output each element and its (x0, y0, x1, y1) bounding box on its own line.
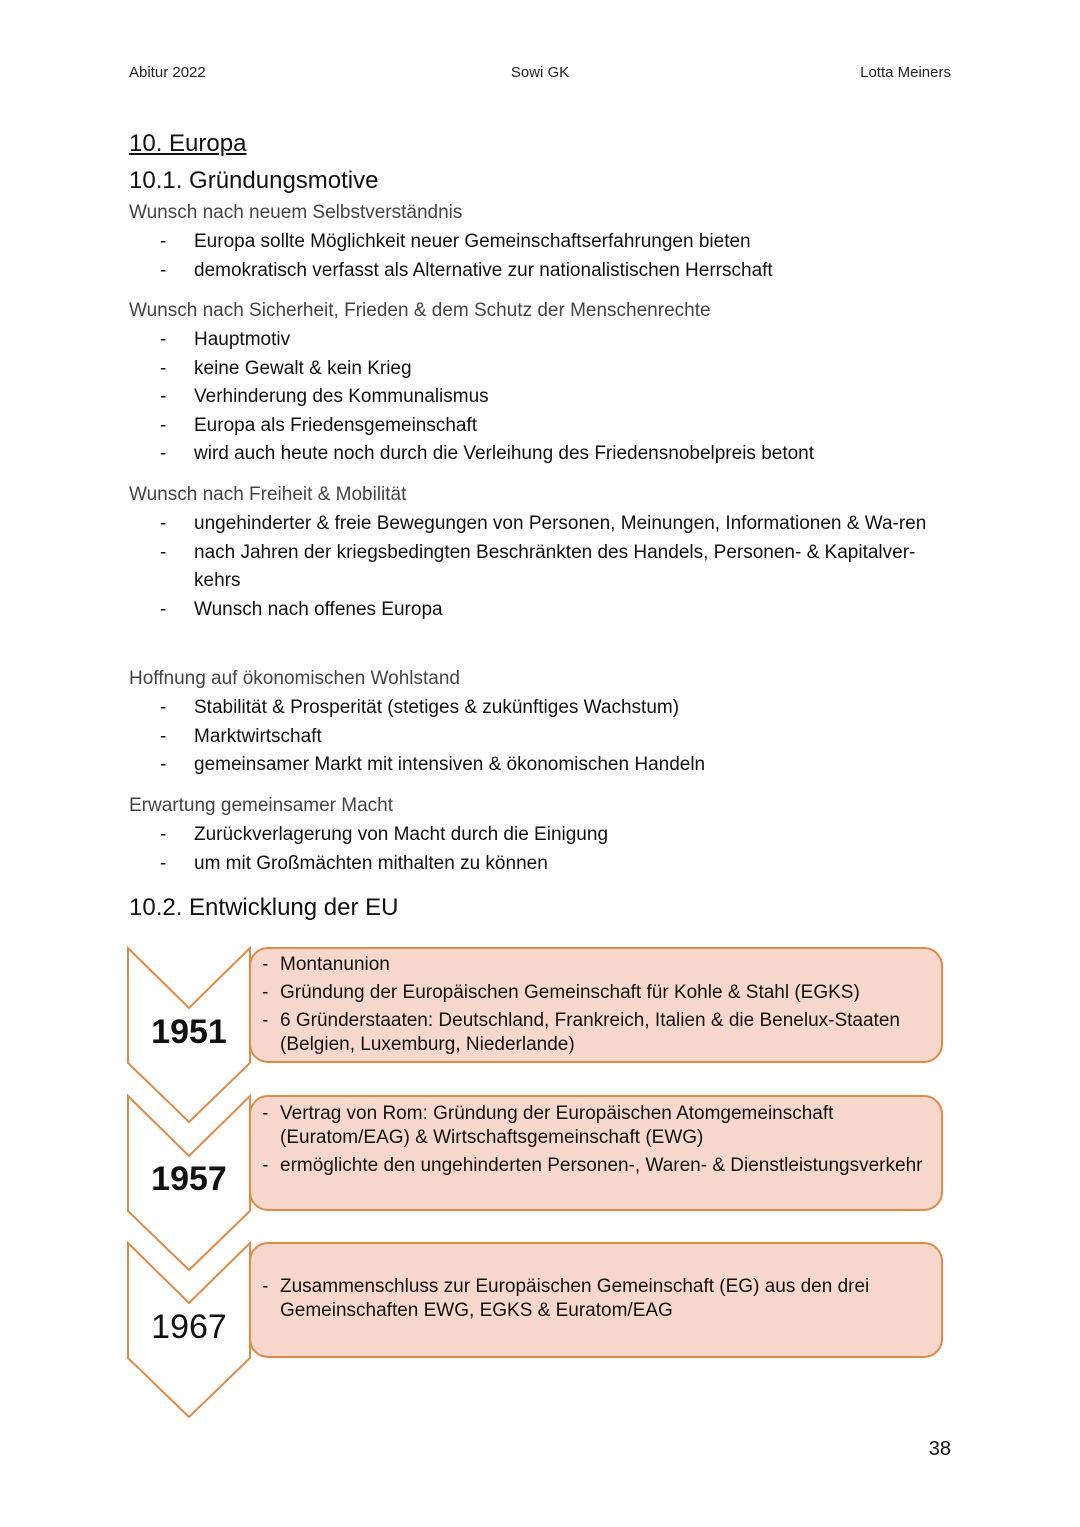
list-item: - Montanunion (262, 953, 937, 977)
timeline-year: 1951 (151, 1013, 227, 1051)
list-item: - Europa als Friedensgemeinschaft (129, 412, 949, 441)
motive-title: Wunsch nach neuem Selbstverständnis (129, 202, 463, 223)
page-number: 38 (928, 1438, 951, 1460)
list-item: - Hauptmotiv (129, 326, 949, 355)
section-title: 10. Europa (129, 130, 247, 157)
list-item: - Europa sollte Möglichkeit neuer Gemeinschaftserfahrungen bieten (129, 228, 949, 257)
list-item: - Wunsch nach offenes Europa (129, 596, 949, 625)
list-item: - Zurückverlagerung von Macht durch die Einigung (129, 821, 949, 850)
list-item: - Verhinderung des Kommunalismus (129, 383, 949, 412)
timeline-year: 1967 (151, 1308, 227, 1346)
header-right: Lotta Meiners (860, 64, 951, 81)
header-left: Abitur 2022 (129, 64, 206, 81)
list-item-text: nach Jahren der kriegsbedingten Beschränkten des Handels, Personen- & Kapitalver-kehrs (194, 541, 916, 592)
timeline-text (262, 1275, 937, 1327)
motive-title: Hoffnung auf ökonomischen Wohlstand (129, 668, 460, 689)
motive-title: Erwartung gemeinsamer Macht (129, 795, 393, 816)
list-item: - Zusammenschluss zur Europäischen Gemeinschaft (EG) aus den drei Gemeinschaften EWG, EGKS & Euratom/EAG (262, 1275, 937, 1323)
timeline-year: 1957 (151, 1160, 227, 1198)
motive-title: Wunsch nach Sicherheit, Frieden & dem Schutz der Menschenrechte (129, 300, 711, 321)
list-item: - keine Gewalt & kein Krieg (129, 355, 949, 384)
list-item-text: ungehinderter & freie Bewegungen von Personen, Meinungen, Informationen & Wa-ren (194, 513, 927, 534)
list-item: - wird auch heute noch durch die Verleihung des Friedensnobelpreis betont (129, 440, 949, 469)
subsection-title-motives: 10.1. Gründungsmotive (129, 167, 379, 194)
list-item: - Stabilität & Prosperität (stetiges & zukünftiges Wachstum) (129, 694, 949, 723)
list-item: - 6 Gründerstaaten: Deutschland, Frankreich, Italien & die Benelux-Staaten (Belgien, Luxemburg, Niederlande) (262, 1009, 937, 1057)
list-item: - um mit Großmächten mithalten zu können (129, 850, 949, 879)
list-item: - Marktwirtschaft (129, 723, 949, 752)
timeline-text (262, 953, 937, 1061)
list-item: - ermöglichte den ungehinderten Personen-, Waren- & Dienstleistungsverkehr (262, 1154, 937, 1178)
list-item: - Gründung der Europäischen Gemeinschaft für Kohle & Stahl (EGKS) (262, 981, 937, 1005)
timeline-text (262, 1102, 937, 1182)
subsection-title-development: 10.2. Entwicklung der EU (129, 894, 399, 921)
motive-title: Wunsch nach Freiheit & Mobilität (129, 484, 407, 505)
list-item: - Vertrag von Rom: Gründung der Europäischen Atomgemeinschaft (Euratom/EAG) & Wirtschaftsgemeinschaft (EWG) (262, 1102, 937, 1150)
header-center: Sowi GK (510, 64, 570, 81)
list-item: - gemeinsamer Markt mit intensiven & ökonomischen Handeln (129, 751, 949, 780)
list-item: - demokratisch verfasst als Alternative zur nationalistischen Herrschaft (129, 257, 949, 286)
